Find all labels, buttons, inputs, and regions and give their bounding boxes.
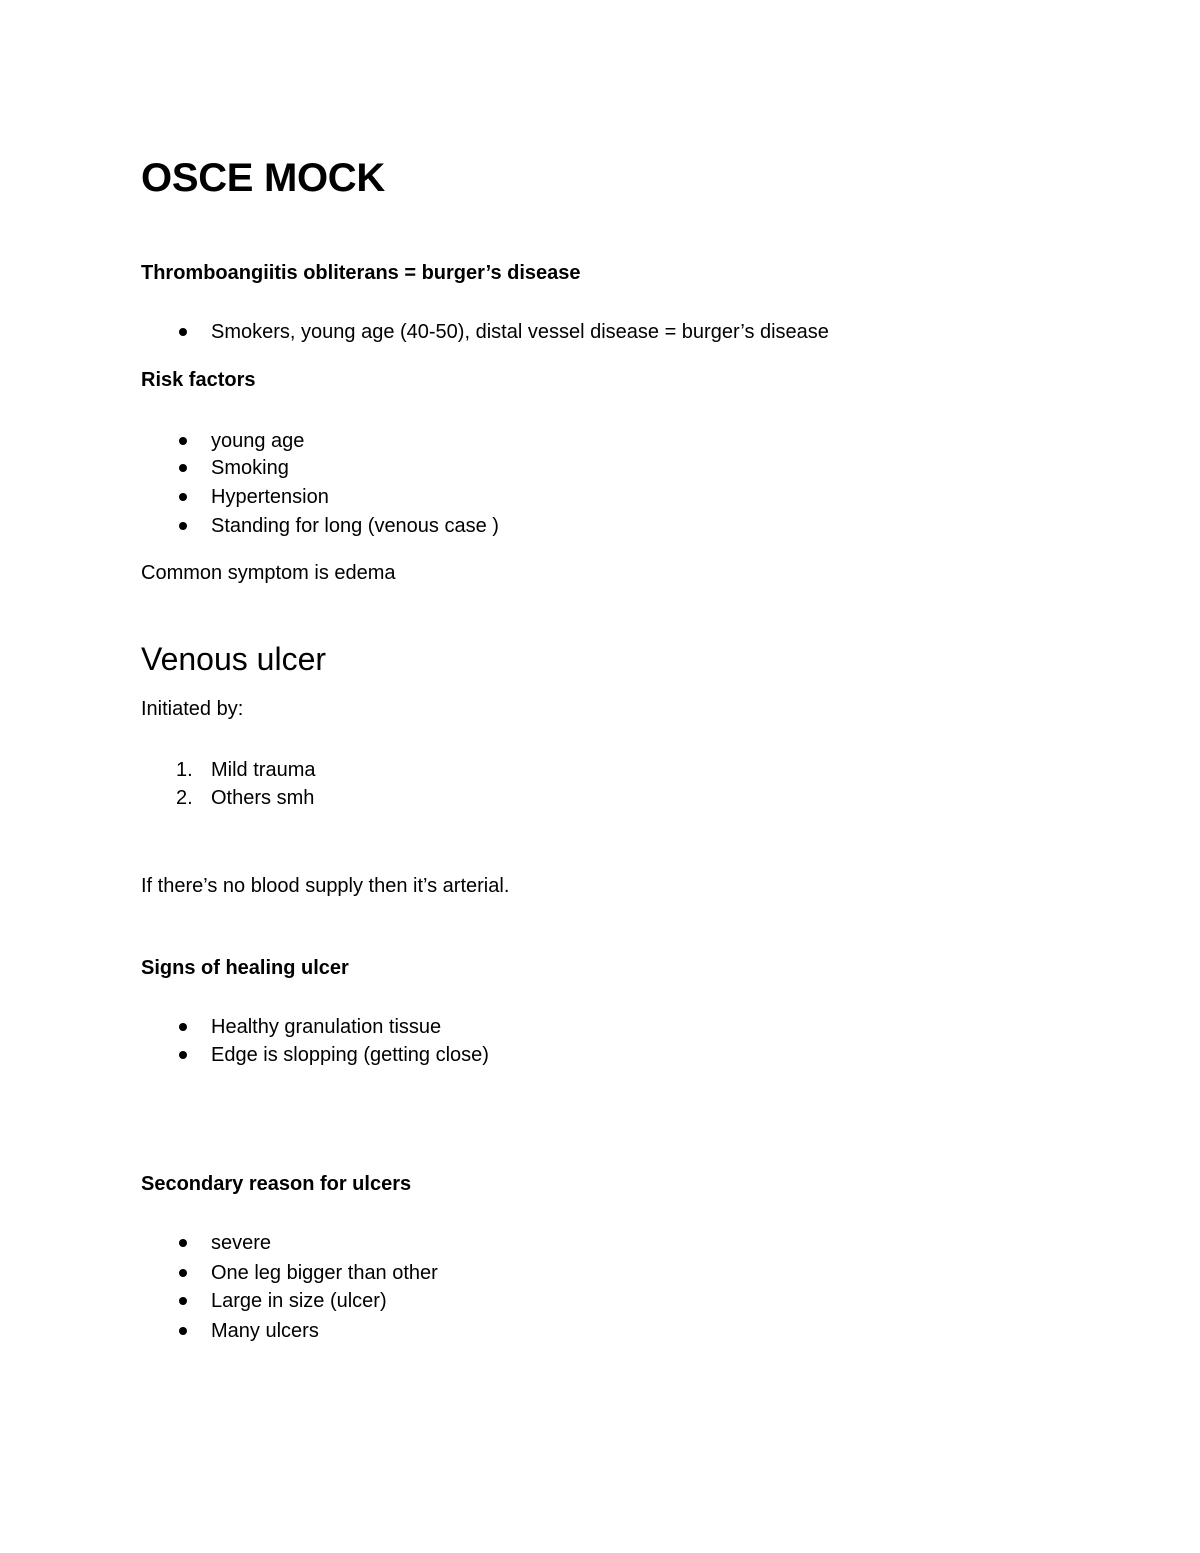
list-number: 1. — [176, 759, 193, 781]
list-item: Edge is slopping (getting close) — [211, 1044, 489, 1066]
list-number: 2. — [176, 787, 193, 809]
list-item: Hypertension — [211, 486, 329, 508]
list-item: Smokers, young age (40-50), distal vessel disease = burger’s disease — [211, 321, 829, 343]
document-title: OSCE MOCK — [141, 156, 385, 200]
list-item: young age — [211, 430, 305, 452]
bullet-icon — [179, 522, 187, 530]
list-item: Many ulcers — [211, 1320, 319, 1342]
section-heading-secondary-reason: Secondary reason for ulcers — [141, 1173, 412, 1195]
paragraph-initiated-by: Initiated by: — [141, 698, 244, 720]
list-item: Large in size (ulcer) — [211, 1290, 387, 1312]
list-item: Mild trauma — [211, 759, 316, 781]
section-heading-thromboangiitis: Thromboangiitis obliterans = burger’s disease — [141, 262, 581, 284]
list-item: One leg bigger than other — [211, 1262, 438, 1284]
list-item: Standing for long (venous case ) — [211, 515, 499, 537]
paragraph-common-symptom: Common symptom is edema — [141, 562, 396, 584]
list-item: Healthy granulation tissue — [211, 1016, 442, 1038]
bullet-icon — [179, 1051, 187, 1059]
bullet-icon — [179, 464, 187, 472]
bullet-icon — [179, 1327, 187, 1335]
bullet-icon — [179, 493, 187, 501]
list-item: Smoking — [211, 457, 289, 479]
bullet-icon — [179, 1023, 187, 1031]
section-heading-healing-ulcer: Signs of healing ulcer — [141, 957, 349, 979]
list-item: severe — [211, 1232, 272, 1254]
bullet-icon — [179, 1239, 187, 1247]
list-item: Others smh — [211, 787, 315, 809]
bullet-icon — [179, 328, 187, 336]
bullet-icon — [179, 437, 187, 445]
bullet-icon — [179, 1269, 187, 1277]
paragraph-arterial-note: If there’s no blood supply then it’s arterial. — [141, 875, 510, 897]
section-heading-risk-factors: Risk factors — [141, 369, 256, 391]
section-heading-venous-ulcer: Venous ulcer — [141, 641, 327, 677]
bullet-icon — [179, 1297, 187, 1305]
